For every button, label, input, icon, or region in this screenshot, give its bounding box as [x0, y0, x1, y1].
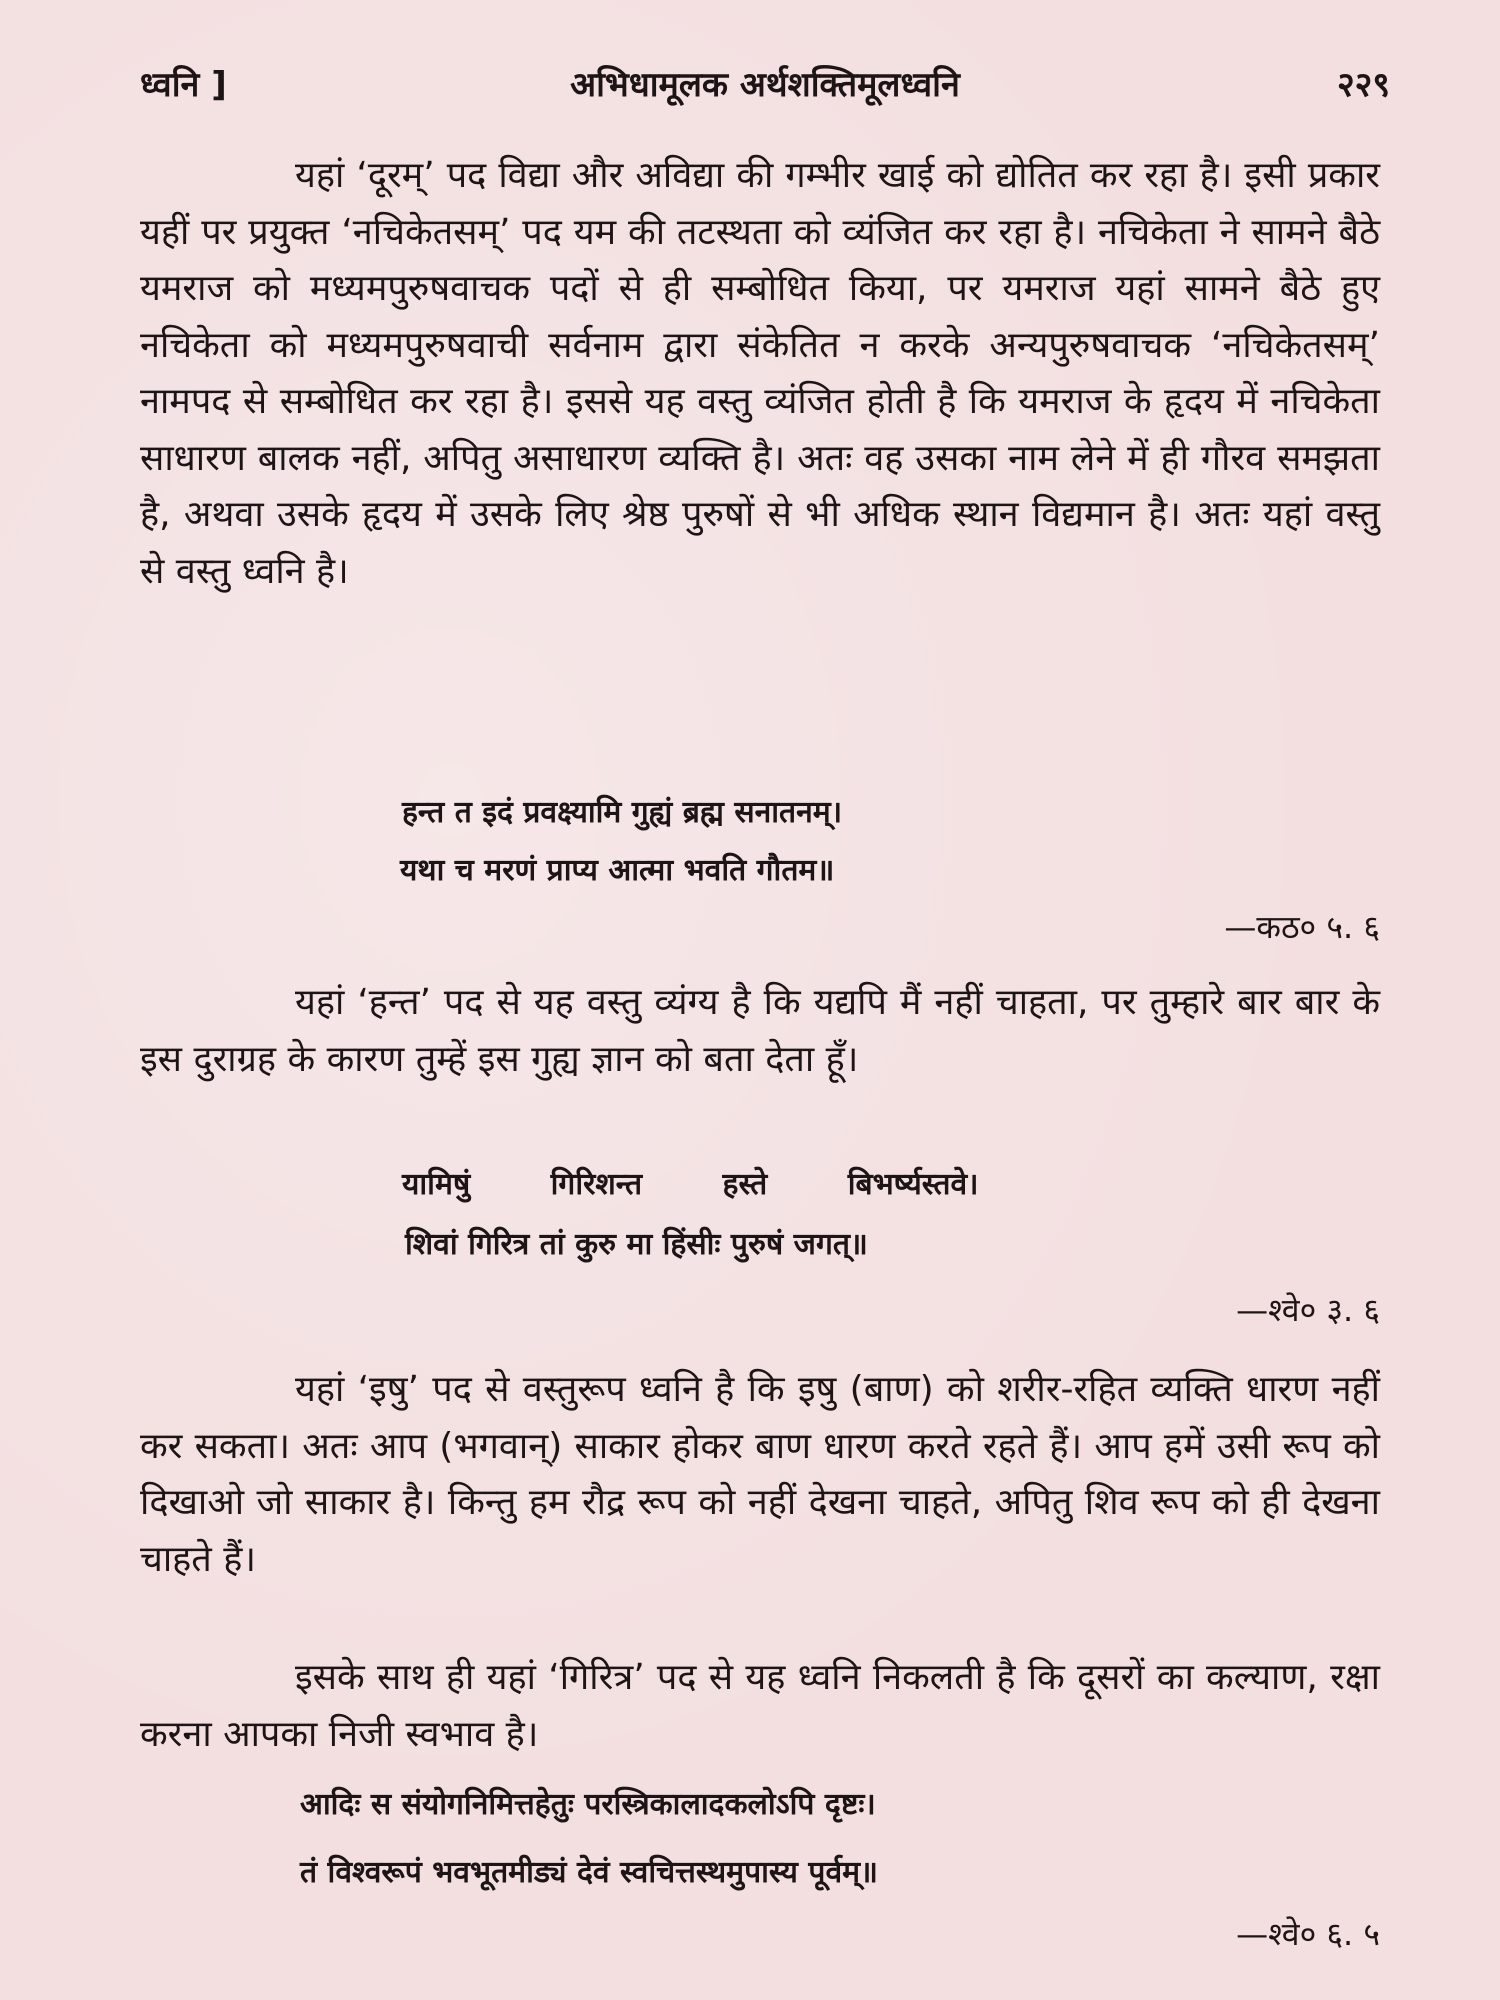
verse-3-reference: —श्वे० ६. ५	[1236, 1915, 1380, 1953]
verse-1-line-1: हन्त त इदं प्रवक्ष्यामि गुह्यं ब्रह्म सनातनम्।	[402, 795, 843, 830]
paragraph-1: यहां ‘दूरम्’ पद विद्या और अविद्या की गम्भीर खाई को द्योतित कर रहा है। इसी प्रकार यहीं पर प्रयुक्त ‘नचिकेतसम्’ पद यम की तटस्थता को व्यंजित कर रहा है। नचिकेता ने सामने बैठे यमराज को मध्यमपुरुषवाचक पदों से ही सम्बोधित किया, पर यमराज यहां सामने बैठे हुए नचिकेता को मध्यमपुरुषवाची सर्वनाम द्वारा संकेतित न करके अन्यपुरुषवाचक ‘नचिकेतसम्’ नामपद से सम्बोधित कर रहा है। इससे यह वस्तु व्यंजित होती है कि यमराज के हृदय में नचिकेता साधारण बालक नहीं, अपितु असाधारण व्यक्ति है। अतः वह उसका नाम लेने में ही गौरव समझता है, अथवा उसके हृदय में उसके लिए श्रेष्ठ पुरुषों से भी अधिक स्थान विद्यमान है। अतः यहां वस्तु से वस्तु ध्वनि है।	[140, 155, 1380, 592]
paragraph-3: यहां ‘इषु’ पद से वस्तुरूप ध्वनि है कि इषु (बाण) को शरीर-रहित व्यक्ति धारण नहीं कर सकता। अतः आप (भगवान्) साकार होकर बाण धारण करते रहते हैं। आप हमें उसी रूप को दिखाओ जो साकार है। किन्तु हम रौद्र रूप को नहीं देखना चाहते, अपितु शिव रूप को ही देखना चाहते हैं।	[140, 1369, 1380, 1580]
page-number: २२९	[1336, 65, 1390, 105]
verse-2-line-1: यामिषुं गिरिशन्त हस्ते बिभर्ष्यस्तवे।	[402, 1167, 979, 1202]
verse-2-line-2: शिवां गिरित्र तां कुरु मा हिंसीः पुरुषं जगत्॥	[405, 1227, 868, 1262]
verse-1-reference: —कठ० ५. ६	[1224, 908, 1380, 946]
page-header	[140, 60, 1390, 120]
verse-3-line-2: तं विश्वरूपं भवभूतमीड्यं देवं स्वचित्तस्थमुपास्य पूर्वम्॥	[300, 1855, 879, 1890]
header-chapter-title: अभिधामूलक अर्थशक्तिमूलध्वनि	[570, 65, 960, 105]
verse-2-reference: —श्वे० ३. ६	[1236, 1291, 1380, 1329]
paragraph-2: यहां ‘हन्त’ पद से यह वस्तु व्यंग्य है कि यद्यपि मैं नहीं चाहता, पर तुम्हारे बार बार के इस दुराग्रह के कारण तुम्हें इस गुह्य ज्ञान को बता देता हूँ।	[140, 982, 1380, 1080]
verse-1-line-2: यथा च मरणं प्राप्य आत्मा भवति गौतम॥	[400, 853, 835, 888]
header-section-title: ध्वनि ]	[140, 65, 227, 105]
paragraph-4: इसके साथ ही यहां ‘गिरित्र’ पद से यह ध्वनि निकलती है कि दूसरों का कल्याण, रक्षा करना आपका निजी स्वभाव है।	[140, 1657, 1380, 1755]
verse-3-line-1: आदिः स संयोगनिमित्तहेतुः परस्त्रिकालादकलोऽपि दृष्टः।	[300, 1787, 876, 1822]
